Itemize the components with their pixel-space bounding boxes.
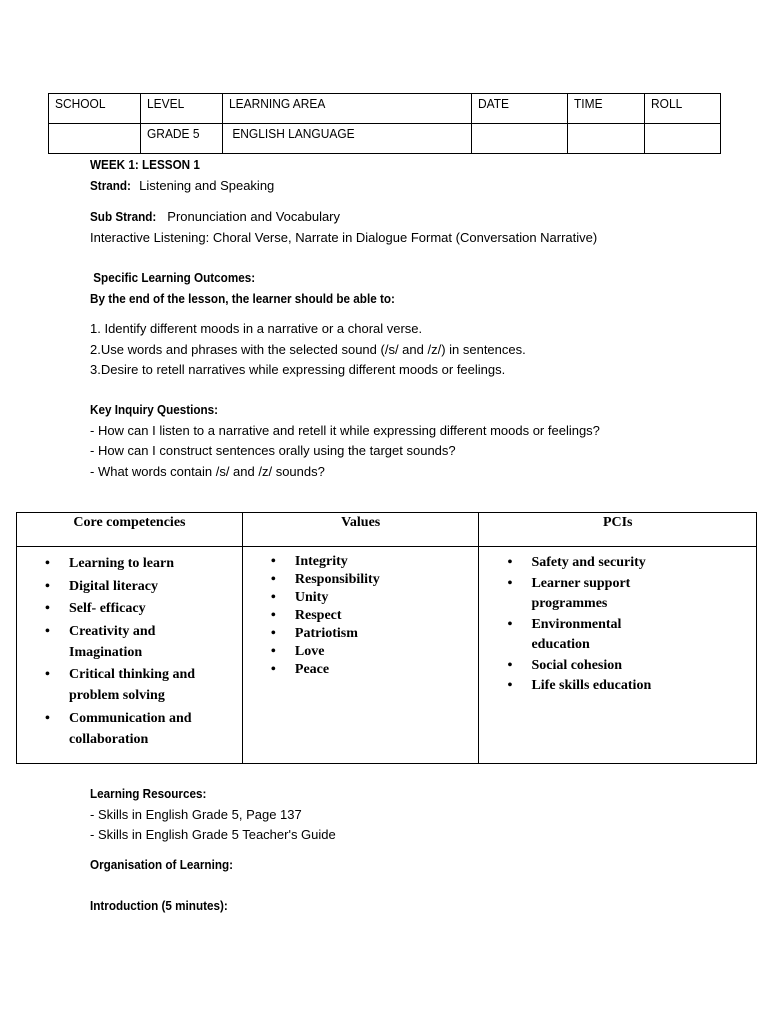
list-item: • Social cohesion [531, 656, 653, 677]
inquiry-block [90, 400, 600, 482]
outcome-item: 3.Desire to retell narratives while expressing different moods or feelings. [90, 362, 506, 377]
organisation-heading: Organisation of Learning: [90, 857, 234, 872]
list-item: • Creativity and Imagination [69, 621, 219, 663]
outcomes-list [90, 319, 526, 381]
strand-value: Listening and Speaking [135, 177, 275, 193]
resource-item: - Skills in English Grade 5, Page 137 [90, 806, 302, 822]
outcomes-heading: Specific Learning Outcomes: [90, 270, 256, 285]
inquiry-item: - How can I listen to a narrative and retell it while expressing different moods or feelings? [90, 422, 600, 438]
bullet-icon: • [45, 601, 50, 616]
bullet-icon: • [45, 556, 50, 571]
competencies-table [16, 512, 757, 764]
core-competencies-header: Core competencies [17, 513, 243, 547]
resource-item: - Skills in English Grade 5 Teacher's Guide [90, 827, 336, 842]
value-cell-time [568, 124, 645, 154]
value-cell-roll [645, 124, 721, 154]
list-item: • Respect [270, 608, 342, 623]
list-item: • Critical thinking and problem solving [69, 664, 219, 706]
bullet-icon: • [270, 662, 276, 677]
introduction-block [90, 896, 243, 917]
list-item: • Environmental education [507, 616, 622, 652]
values-header: Values [242, 513, 479, 547]
bullet-icon: • [507, 575, 513, 591]
header-cell-level: LEVEL [140, 94, 222, 124]
list-item: • Communication and collaboration [69, 708, 219, 750]
strand-line [90, 176, 274, 197]
sub-strand-line [90, 207, 597, 228]
outcomes-heading-block [90, 268, 429, 309]
bullet-icon: • [45, 578, 50, 594]
inquiry-item: - How can I construct sentences orally using the target sounds? [90, 443, 456, 458]
outcomes-intro: By the end of the lesson, the learner should be able to: [90, 290, 395, 306]
outcome-item: 2.Use words and phrases with the selected sound (/s/ and /z/) in sentences. [90, 341, 526, 357]
pcis-cell [479, 547, 757, 764]
bullet-icon: • [507, 616, 513, 632]
bullet-icon: • [45, 710, 50, 726]
inquiry-item: - What words contain /s/ and /z/ sounds? [90, 463, 325, 479]
list-item: • Learning to learn [69, 553, 219, 574]
bullet-icon: • [270, 572, 276, 587]
value-cell-school [49, 124, 141, 154]
list-item: • Responsibility [270, 572, 380, 587]
resources-block [90, 784, 336, 846]
list-item: • Unity [270, 590, 329, 605]
list-item: • Integrity [270, 554, 348, 569]
bullet-icon: • [270, 590, 276, 605]
bullet-icon: • [507, 657, 513, 673]
value-cell-learning-area: ENGLISH LANGUAGE [222, 124, 472, 154]
resources-heading: Learning Resources: [90, 786, 207, 801]
bullet-icon: • [270, 554, 276, 569]
lesson-header-table [48, 93, 721, 154]
list-item: • Digital literacy [69, 576, 219, 597]
bullet-icon: • [270, 644, 276, 659]
core-competencies-cell [17, 547, 243, 764]
header-cell-school: SCHOOL [49, 94, 141, 124]
list-item: • Love [270, 644, 325, 659]
interactive-listening-line: Interactive Listening: Choral Verse, Narrate in Dialogue Format (Conversation Narrative) [90, 229, 598, 245]
organisation-block [90, 855, 249, 876]
list-item: • Learner support programmes [507, 575, 631, 611]
bullet-icon: • [270, 608, 276, 623]
inquiry-heading: Key Inquiry Questions: [90, 402, 219, 417]
competencies-body-row [17, 547, 757, 764]
value-cell-date [472, 124, 568, 154]
bullet-icon: • [45, 667, 50, 682]
sub-strand-info [90, 207, 597, 248]
list-item: • Peace [270, 662, 330, 677]
sub-strand-label: Sub Strand: [90, 209, 157, 224]
list-item: • Self- efficacy [69, 598, 219, 619]
header-cell-learning-area: LEARNING AREA [222, 94, 472, 124]
pcis-header: PCIs [479, 513, 757, 547]
header-cell-roll: ROLL [645, 94, 721, 124]
values-cell [242, 547, 479, 764]
bullet-icon: • [507, 678, 513, 693]
lesson-info [90, 155, 274, 196]
bullet-icon: • [270, 626, 276, 641]
bullet-icon: • [45, 623, 50, 639]
list-item: • Safety and security [531, 553, 653, 574]
list-item: • Life skills education [531, 676, 653, 697]
value-cell-level: GRADE 5 [140, 124, 222, 154]
bullet-icon: • [507, 555, 513, 570]
introduction-heading: Introduction (5 minutes): [90, 898, 228, 913]
sub-strand-value: Pronunciation and Vocabulary [163, 209, 341, 224]
header-cell-time: TIME [568, 94, 645, 124]
header-row [49, 94, 721, 124]
value-row [49, 124, 721, 154]
list-item: • Patriotism [270, 626, 358, 641]
strand-label: Strand: [90, 177, 131, 193]
week-lesson-title: WEEK 1: LESSON 1 [90, 157, 200, 172]
header-cell-date: DATE [472, 94, 568, 124]
competencies-header-row [17, 513, 757, 547]
outcome-item: 1. Identify different moods in a narrative or a choral verse. [90, 321, 423, 336]
